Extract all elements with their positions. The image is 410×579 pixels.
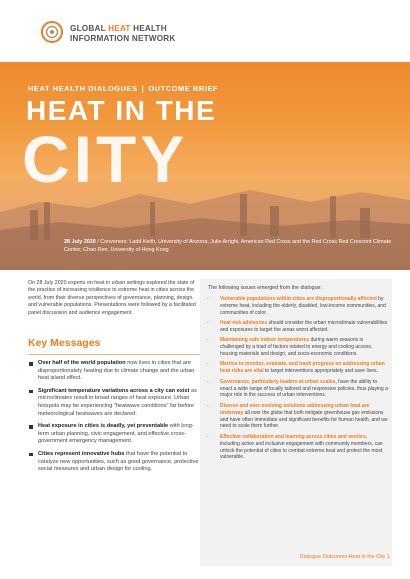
page-footer: Dialogue Outcomes Heat in the City 1 [299,554,390,560]
list-item [204,296,388,317]
issues-list [204,296,388,465]
list-item [28,388,203,418]
issues-intro: The following issues emerged from the dialogue: [208,285,322,291]
logo-word-1: GLOBAL [70,24,106,33]
hero-banner [0,62,410,270]
item-text: during warm seasons is challenged by a triad of factors related to energy and cooling access, housing materials and design, and socio-economic conditions. [220,337,373,358]
item-text: now lives in cities that are disproportionately heating due to climate change and the urban heat island effect. [38,360,195,382]
dialogue-date: 28 July 2020 [64,239,96,245]
intro-paragraph: On 28 July 2020 experts on heat in urban settings explored the state of the practice of increasing resilience to extreme heat in cities across the world, from their diverse perspectives of governance, planning, design, and vulnerable populations. Presentations were followed by a facilitated panel discussion and audience engagement. [28,280,196,316]
logo-word-heat: HEAT [108,24,131,33]
list-item [204,403,388,431]
ghhin-logo-icon [40,20,64,44]
title-line-1: HEAT IN THE [26,95,217,126]
item-text: should consider the urban microclimate vulnerabilities and exposures to target the areas worst affected. [220,320,388,334]
hero-kicker [28,84,218,93]
conveners-text: / Conveners: Ladd Keith, University of Arizona; Julie Arrighi, American Red Cross and the Red Cross Red Crescent Climate Centre; Chao Ren, University of Hong Kong [64,239,392,253]
item-highlight: Governance, particularly leaders at urban scales [220,378,336,385]
item-text: as microclimates result in broad ranges of heat exposure. Urban hotspots may be experiencing "heatwave conditions" far before meteorological heatwaves are declared. [38,387,197,417]
item-highlight: Vulnerable populations within cities are disproportionally affected [220,296,377,302]
item-highlight: Effective collaboration and learning across cities and sectors, [220,433,368,440]
item-bold: Significant temperature variations across a city can exist [38,387,190,394]
logo-word-health: HEALTH [133,24,167,33]
item-text: including active and inclusive engagement with community members, can unlock the potential of cities to combat extreme heat and protect the most vulnerable. [220,440,383,461]
key-messages-divider [28,354,203,355]
item-highlight: Metrics to monitor, evaluate, and track progress on addressing urban heat risks are vital [220,361,385,375]
kicker-separator: | [141,84,145,93]
item-text: all over the globe that both mitigate greenhouse gas emissions and have often immediate and significant benefits for human health, and we need to scale them further. [220,409,388,430]
kicker-doc-type: OUTCOME BRIEF [148,84,219,93]
list-item [28,451,203,474]
logo-text [70,24,176,43]
key-messages-heading: Key Messages [28,337,101,349]
item-highlight: Heat risk advisories [220,320,268,327]
item-bold: Cities represent innovative hubs [38,450,125,457]
list-item [204,434,388,462]
item-text: by extreme heat, including the elderly, disabled, low-income communities, and communities of color. [220,296,386,316]
list-item [204,361,388,375]
key-messages-list [28,360,203,479]
item-bold: Over half of the world population [38,360,126,366]
list-item [204,379,388,400]
item-text: , have the ability to enact a wide range of locally tailored and responsive policies, thus playing a major role in the success of urban interventions. [220,378,388,399]
logo-line-2: INFORMATION NETWORK [70,33,176,43]
list-item [28,360,203,383]
list-item [28,423,203,446]
item-text: with long-term urban planning, civic engagement, and effective cross-government emergency management. [38,423,194,445]
list-item [204,320,388,334]
kicker-series: HEAT HEALTH DIALOGUES [28,84,138,93]
title-line-2: CITY [22,122,189,196]
item-text: that have the potential to catalyze new opportunities, such as good governance, protective social measures and urban design for cooling. [38,450,199,473]
item-highlight: Maintaining safe indoor temperatures [220,337,310,344]
item-bold: Heat exposure in cities is deadly, yet preventable [38,423,169,430]
list-item [204,337,388,358]
item-highlight: Diverse and ever-evolving solutions addressing urban heat are underway [220,402,370,416]
header-band [0,0,410,62]
item-text: to target interventions appropriately and save lives. [263,368,378,375]
conveners-line [64,238,394,254]
